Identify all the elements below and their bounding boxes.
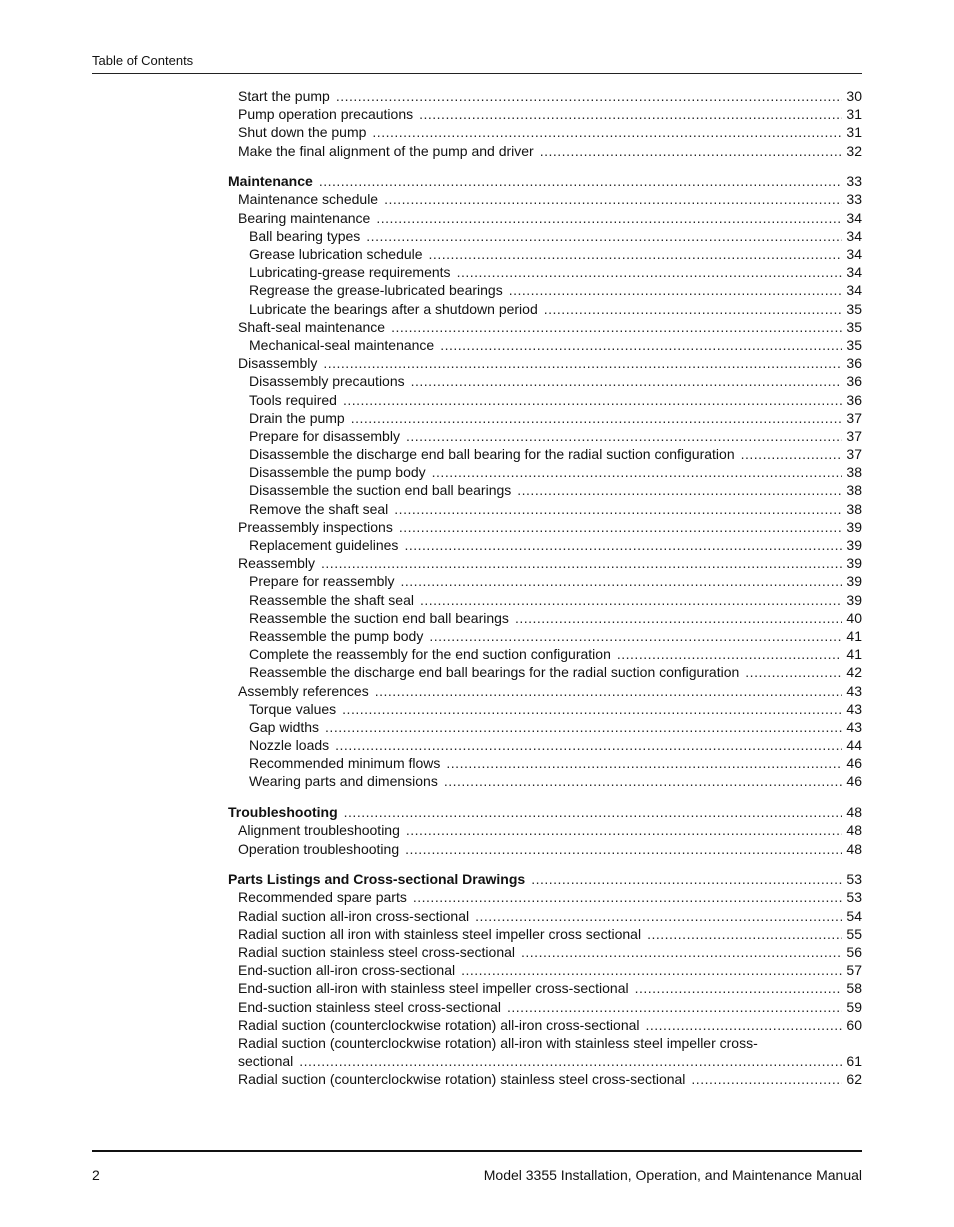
dot-leader: [444, 773, 843, 789]
toc-page-number: 44: [846, 737, 862, 754]
dot-leader: [372, 124, 842, 140]
dot-leader: [406, 822, 843, 838]
toc-entry-title: Grease lubrication schedule: [249, 246, 423, 262]
toc-entry-title: Disassembly precautions: [249, 373, 405, 390]
toc-entry[interactable]: [228, 428, 862, 446]
toc-entry-title: Assembly references: [238, 682, 369, 699]
toc-entry-title: Prepare for reassembly: [249, 573, 395, 590]
dot-leader: [394, 501, 842, 517]
toc-entry[interactable]: [228, 962, 862, 980]
toc-entry[interactable]: [228, 1053, 862, 1071]
toc-entry-title: Shut down the pump: [238, 124, 367, 141]
toc-page-number: 43: [846, 700, 862, 717]
toc-page-number: 53: [846, 889, 862, 906]
toc-entry-title: Start the pump: [238, 88, 330, 104]
toc-page-number: 61: [846, 1053, 862, 1070]
dot-leader: [366, 228, 842, 244]
dot-leader: [384, 191, 842, 207]
toc-entry[interactable]: [228, 519, 862, 537]
toc-entry-title: Bearing maintenance: [238, 209, 371, 226]
toc-page-number: 34: [846, 227, 862, 244]
footer-rule: [92, 1150, 862, 1152]
dot-leader: [336, 88, 843, 104]
toc-entry-title: End-suction stainless steel cross-sectional: [238, 998, 502, 1015]
toc-entry[interactable]: [228, 999, 862, 1017]
toc-entry-title: Radial suction (counterclockwise rotation) stainless steel cross-sectional: [238, 1071, 686, 1088]
toc-entry[interactable]: [228, 191, 862, 209]
toc-entry[interactable]: [228, 1071, 862, 1089]
toc-page-number: 48: [846, 840, 862, 857]
dot-leader: [515, 610, 842, 626]
toc-entry[interactable]: [228, 410, 862, 428]
toc-entry-title: Tools required: [249, 391, 337, 408]
dot-leader: [531, 871, 842, 887]
document-title: Model 3355 Installation, Operation, and Maintenance Manual: [483, 1167, 862, 1183]
dot-leader: [617, 646, 843, 662]
toc-entry-title: sectional: [238, 1053, 294, 1070]
toc-entry-title: End-suction all-iron with stainless steel impeller cross-sectional: [238, 980, 629, 997]
toc-entry-title: Remove the shaft seal: [249, 500, 389, 517]
toc-entry-title: Torque values: [249, 700, 337, 717]
toc-page-number: 48: [846, 822, 862, 839]
dot-leader: [646, 1017, 843, 1033]
toc-entry[interactable]: [228, 106, 862, 124]
toc-entry[interactable]: [228, 124, 862, 142]
toc-entry[interactable]: [228, 841, 862, 859]
toc-entry[interactable]: [228, 737, 862, 755]
toc-entry[interactable]: [228, 610, 862, 628]
toc-page-number: 62: [846, 1071, 862, 1088]
toc-page-number: 59: [846, 998, 862, 1015]
toc-page-number: 46: [846, 773, 862, 790]
toc-entry[interactable]: [228, 464, 862, 482]
toc-page-number: 38: [846, 482, 862, 499]
dot-leader: [404, 537, 842, 553]
dot-leader: [405, 841, 842, 857]
toc-entry-title: Make the final alignment of the pump and driver: [238, 142, 534, 159]
toc-entry-title: Wearing parts and dimensions: [249, 773, 438, 790]
toc-entry[interactable]: [228, 755, 862, 773]
dot-leader: [343, 392, 842, 408]
toc-entry[interactable]: [228, 555, 862, 573]
toc-entry-title: Shaft-seal maintenance: [238, 318, 386, 335]
toc-entry[interactable]: [228, 646, 862, 664]
toc-entry-title: Reassemble the discharge end ball bearings for the radial suction configuration: [249, 664, 740, 681]
toc-entry-title: Maintenance schedule: [238, 191, 379, 208]
toc-entry[interactable]: [228, 664, 862, 682]
toc-page-number: 31: [846, 106, 862, 123]
dot-leader: [342, 701, 842, 717]
toc-page-number: 36: [846, 391, 862, 408]
toc-entry[interactable]: [228, 822, 862, 840]
toc-entry-title: Lubricate the bearings after a shutdown period: [249, 300, 538, 317]
toc-page-number: 36: [846, 355, 862, 372]
toc-entry-title: Radial suction all iron with stainless steel impeller cross sectional: [238, 925, 642, 942]
toc-page-number: 41: [846, 646, 862, 663]
dot-leader: [745, 664, 842, 680]
toc-entry-title: Drain the pump: [249, 409, 345, 426]
toc-page-number: 43: [846, 682, 862, 699]
toc-page-number: 54: [846, 907, 862, 924]
toc-page-number: 34: [846, 246, 862, 262]
dot-leader: [544, 301, 843, 317]
dot-leader: [376, 210, 842, 226]
toc-entry[interactable]: [228, 683, 862, 701]
toc-entry-title: Radial suction stainless steel cross-sectional: [238, 943, 516, 960]
toc-entry-title: Disassemble the suction end ball bearings: [249, 482, 512, 499]
toc-page-number: 35: [846, 300, 862, 317]
dot-leader: [461, 962, 842, 978]
dot-leader: [391, 319, 842, 335]
dot-leader: [351, 410, 843, 426]
toc-page-number: 37: [846, 409, 862, 426]
toc-entry[interactable]: [228, 210, 862, 228]
toc-page-number: 35: [846, 336, 862, 353]
header-rule: [92, 73, 862, 74]
toc-entry[interactable]: [228, 889, 862, 907]
toc-page-number: 39: [846, 537, 862, 553]
toc-entry-title: Disassemble the pump body: [249, 464, 426, 481]
toc-entry[interactable]: [228, 301, 862, 319]
dot-leader: [420, 592, 842, 608]
toc-entry[interactable]: [228, 926, 862, 944]
toc-entry-title: Reassemble the suction end ball bearings: [249, 609, 509, 626]
dot-leader: [517, 482, 842, 498]
dot-leader: [540, 143, 843, 159]
toc-entry-title: Recommended spare parts: [238, 889, 407, 906]
toc-entry-title: Mechanical-seal maintenance: [249, 336, 435, 353]
dot-leader: [647, 926, 842, 942]
toc-entry-title: End-suction all-iron cross-sectional: [238, 962, 456, 979]
toc-page-number: 37: [846, 427, 862, 444]
page-number: 2: [92, 1167, 100, 1183]
toc-entry-title: Pump operation precautions: [238, 106, 414, 123]
toc-entry-label-line: Radial suction (counterclockwise rotation) all-iron with stainless steel impeller cross-: [238, 1034, 758, 1051]
toc-page-number: 60: [846, 1016, 862, 1033]
toc-entry[interactable]: [228, 908, 862, 926]
dot-leader: [375, 683, 843, 699]
toc-section-entry[interactable]: [228, 804, 862, 822]
toc-entry-title: Reassemble the shaft seal: [249, 591, 414, 608]
toc-page-number: 31: [846, 124, 862, 141]
dot-leader: [432, 464, 843, 480]
toc-entry[interactable]: [228, 592, 862, 610]
dot-leader: [406, 428, 842, 444]
toc-entry[interactable]: [228, 719, 862, 737]
toc-page-number: 32: [846, 142, 862, 159]
dot-leader: [325, 719, 842, 735]
dot-leader: [319, 173, 843, 189]
toc-entry-title: Radial suction (counterclockwise rotation) all-iron cross-sectional: [238, 1016, 640, 1033]
table-of-contents: [228, 88, 862, 1089]
toc-entry-title: Operation troubleshooting: [238, 840, 400, 857]
toc-entry[interactable]: [228, 446, 862, 464]
toc-entry-title: Gap widths: [249, 718, 320, 735]
toc-page-number: 39: [846, 591, 862, 608]
toc-entry-title: Regrease the grease-lubricated bearings: [249, 282, 503, 299]
toc-page-number: 43: [846, 718, 862, 735]
dot-leader: [323, 355, 842, 371]
toc-entry[interactable]: [228, 264, 862, 282]
toc-page-number: 42: [846, 664, 862, 681]
toc-entry-title: Maintenance: [228, 173, 313, 190]
dot-leader: [411, 373, 843, 389]
toc-entry-title: Prepare for disassembly: [249, 427, 400, 444]
toc-entry[interactable]: [228, 282, 862, 300]
toc-page-number: 36: [846, 373, 862, 390]
dot-leader: [429, 628, 842, 644]
dot-leader: [419, 106, 842, 122]
toc-page-number: 56: [846, 943, 862, 960]
toc-entry-title: Reassembly: [238, 555, 316, 572]
toc-entry-title: Nozzle loads: [249, 737, 330, 754]
toc-page-number: 39: [846, 555, 862, 572]
dot-leader: [509, 282, 843, 298]
toc-entry[interactable]: [228, 88, 862, 106]
toc-entry-title: Parts Listings and Cross-sectional Drawings: [228, 871, 526, 888]
toc-page-number: 34: [846, 209, 862, 226]
toc-entry-title: Disassembly: [238, 355, 318, 372]
toc-entry-title: Replacement guidelines: [249, 537, 399, 553]
toc-page-number: 46: [846, 755, 862, 772]
toc-page-number: 33: [846, 191, 862, 208]
dot-leader: [475, 908, 842, 924]
dot-leader: [446, 755, 842, 771]
toc-entry-title: Alignment troubleshooting: [238, 822, 400, 839]
toc-entry[interactable]: [228, 573, 862, 591]
dot-leader: [344, 804, 843, 820]
toc-entry-title: Recommended minimum flows: [249, 755, 441, 772]
toc-page-number: 30: [846, 88, 862, 104]
toc-page-number: 57: [846, 962, 862, 979]
dot-leader: [299, 1053, 842, 1069]
toc-section-entry[interactable]: [228, 871, 862, 889]
toc-page-number: 58: [846, 980, 862, 997]
toc-page-number: 34: [846, 282, 862, 299]
toc-page-number: 39: [846, 573, 862, 590]
dot-leader: [521, 944, 842, 960]
toc-entry-title: Complete the reassembly for the end suction configuration: [249, 646, 611, 663]
running-header: Table of Contents: [92, 53, 194, 68]
toc-page-number: 35: [846, 318, 862, 335]
toc-entry-title: Troubleshooting: [228, 804, 338, 821]
toc-page-number: 40: [846, 609, 862, 626]
toc-page-number: 37: [846, 446, 862, 463]
toc-entry[interactable]: [228, 701, 862, 719]
toc-page-number: 48: [846, 804, 862, 821]
toc-entry[interactable]: [228, 143, 862, 161]
toc-page-number: 41: [846, 627, 862, 644]
toc-entry[interactable]: [228, 1017, 862, 1035]
toc-entry[interactable]: [228, 337, 862, 355]
dot-leader: [741, 446, 843, 462]
toc-entry-title: Disassemble the discharge end ball bearing for the radial suction configuration: [249, 446, 735, 463]
toc-entry[interactable]: [228, 228, 862, 246]
dot-leader: [399, 519, 843, 535]
toc-entry-title: Lubricating-grease requirements: [249, 264, 451, 281]
toc-entry-title: Radial suction all-iron cross-sectional: [238, 907, 470, 924]
dot-leader: [335, 737, 842, 753]
toc-entry[interactable]: [228, 246, 862, 264]
toc-entry-title: Ball bearing types: [249, 227, 361, 244]
toc-entry[interactable]: [228, 373, 862, 391]
toc-entry[interactable]: [228, 482, 862, 500]
toc-entry[interactable]: [228, 355, 862, 373]
dot-leader: [413, 889, 843, 905]
toc-entry[interactable]: [228, 944, 862, 962]
dot-leader: [440, 337, 842, 353]
toc-entry[interactable]: [228, 980, 862, 998]
toc-page-number: 34: [846, 264, 862, 281]
toc-entry[interactable]: [228, 319, 862, 337]
toc-page-number: 33: [846, 173, 862, 190]
dot-leader: [507, 999, 842, 1015]
toc-page-number: 39: [846, 518, 862, 535]
toc-page-number: 53: [846, 871, 862, 888]
toc-page-number: 55: [846, 925, 862, 942]
dot-leader: [429, 246, 843, 262]
toc-page-number: 38: [846, 464, 862, 481]
dot-leader: [321, 555, 842, 571]
toc-entry[interactable]: [228, 392, 862, 410]
toc-entry[interactable]: [228, 773, 862, 791]
toc-entry-title: Preassembly inspections: [238, 518, 393, 535]
dot-leader: [691, 1071, 842, 1087]
toc-entry[interactable]: [228, 537, 862, 555]
toc-section-entry[interactable]: [228, 173, 862, 191]
toc-entry-title: Reassemble the pump body: [249, 627, 424, 644]
toc-entry[interactable]: [228, 501, 862, 519]
dot-leader: [635, 980, 843, 996]
dot-leader: [457, 264, 843, 280]
toc-page-number: 38: [846, 500, 862, 517]
toc-entry[interactable]: [228, 628, 862, 646]
dot-leader: [401, 573, 843, 589]
